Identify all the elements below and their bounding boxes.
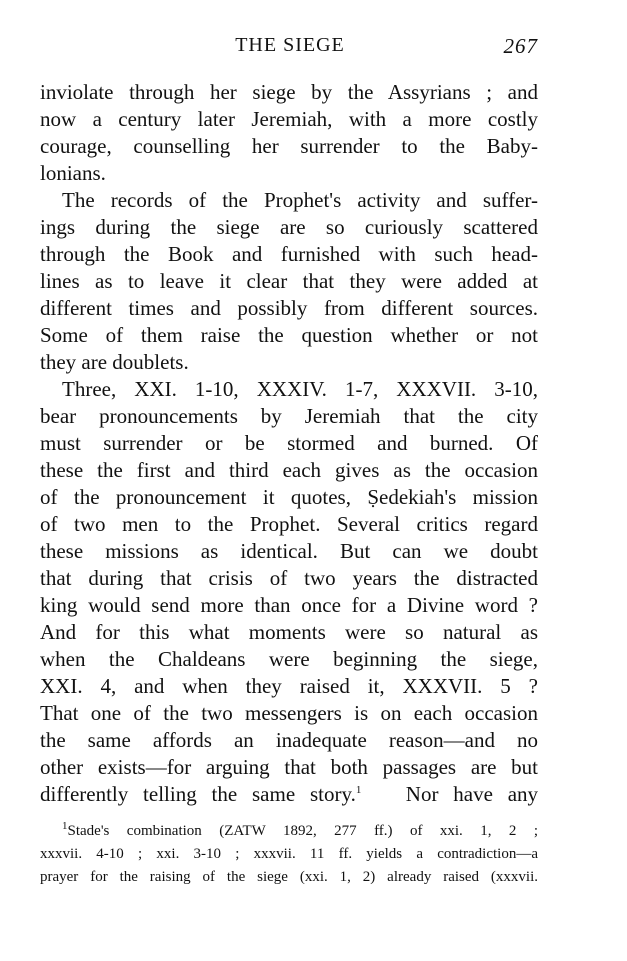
text-line: different times and possibly from different sources. (40, 296, 538, 320)
text-line: inviolate through her siege by the Assyrians ; and (40, 80, 538, 104)
text-line: of two men to the Prophet. Several critics regard (40, 512, 538, 536)
body-text (40, 79, 538, 808)
text-line: they are doublets. (40, 350, 189, 374)
text-line: through the Book and furnished with such head- (40, 242, 538, 266)
text-line: when the Chaldeans were beginning the siege, (40, 647, 538, 671)
text-line: now a century later Jeremiah, with a more costly (40, 107, 538, 131)
text-line: must surrender or be stormed and burned. Of (40, 431, 538, 455)
page-number: 267 (503, 34, 538, 58)
footnote-line: xxxvii. 4-10 ; xxi. 3-10 ; xxxvii. 11 ff. yields a contradiction—a (40, 846, 538, 862)
footnote-line (40, 820, 538, 843)
text-line: Three, XXI. 1-10, XXXIV. 1-7, XXXVII. 3-10, (62, 377, 538, 401)
footnote-marker: 1 (62, 820, 68, 832)
footnotes (40, 820, 538, 889)
text-fragment: differently telling the same story. (40, 782, 356, 806)
text-line: The records of the Prophet's activity and suffer- (62, 188, 538, 212)
text-line: these the first and third each gives as the occasion (40, 458, 538, 482)
text-line: these missions as identical. But can we doubt (40, 539, 538, 563)
text-line: other exists—for arguing that both passages are but (40, 755, 538, 779)
footnote-line: prayer for the raising of the siege (xxi. 1, 2) already raised (xxxvii. (40, 869, 538, 885)
text-line: lines as to leave it clear that they were added at (40, 269, 538, 293)
text-line: lonians. (40, 161, 106, 185)
text-fragment: Nor have any (405, 782, 538, 806)
text-line (40, 781, 538, 808)
footnote-text: Stade's combination (ZATW 1892, 277 ff.) of xxi. 1, 2 ; (67, 823, 538, 839)
text-line: the same affords an inadequate reason—and no (40, 728, 538, 752)
text-line: that during that crisis of two years the distracted (40, 566, 538, 590)
footnote-reference[interactable]: 1 (355, 784, 362, 796)
running-title: THE SIEGE (235, 34, 345, 56)
running-head (40, 34, 540, 64)
text-line: king would send more than once for a Divine word ? (40, 593, 538, 617)
text-line: ings during the siege are so curiously scattered (40, 215, 538, 239)
text-line: courage, counselling her surrender to the Baby- (40, 134, 538, 158)
text-line: And for this what moments were so natural as (40, 620, 538, 644)
text-line: Some of them raise the question whether or not (40, 323, 538, 347)
text-line: That one of the two messengers is on each occasion (40, 701, 538, 725)
text-line: of the pronouncement it quotes, Ṣedekiah's mission (40, 485, 538, 509)
text-line: XXI. 4, and when they raised it, XXXVII. 5 ? (40, 674, 538, 698)
text-line: bear pronouncements by Jeremiah that the city (40, 404, 538, 428)
